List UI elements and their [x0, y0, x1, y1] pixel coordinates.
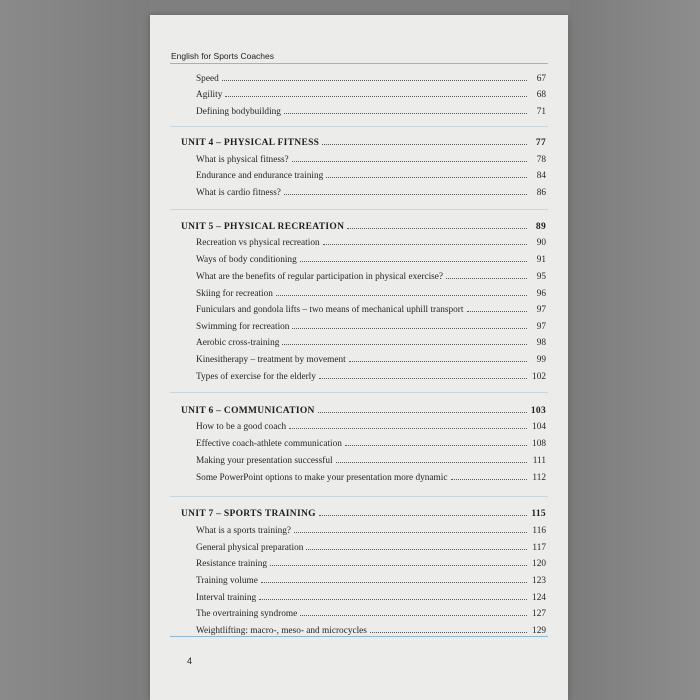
entry-title: Defining bodybuilding — [196, 107, 281, 117]
toc-entry — [196, 149, 546, 165]
leader-dots — [282, 343, 527, 345]
toc-entry — [196, 283, 546, 299]
entry-title: Aerobic cross-training — [196, 338, 280, 348]
toc-entry — [196, 84, 546, 100]
entry-title: Training volume — [196, 576, 258, 586]
leader-dots — [276, 294, 527, 296]
unit-page: 89 — [535, 222, 546, 232]
book-page — [150, 15, 568, 700]
entry-title: Speed — [196, 74, 219, 84]
toc-entry — [196, 232, 546, 248]
entry-title: Ways of body conditioning — [196, 255, 297, 265]
leader-dots — [349, 360, 527, 362]
entry-page: 111 — [532, 456, 546, 466]
leader-dots — [292, 327, 527, 329]
toc-entry — [196, 332, 546, 348]
toc-entry — [196, 620, 546, 636]
background-right — [570, 0, 700, 700]
entry-page: 97 — [536, 322, 546, 332]
entry-page: 86 — [536, 188, 546, 198]
leader-dots — [259, 598, 527, 600]
entry-title: Endurance and endurance training — [196, 171, 324, 181]
entry-title: How to be a good coach — [196, 422, 287, 432]
entry-title: What is a sports training? — [196, 526, 292, 536]
leader-dots — [323, 243, 527, 245]
toc-entry — [196, 366, 546, 382]
entry-page: 84 — [536, 171, 546, 181]
toc-entry — [196, 520, 546, 536]
entry-page: 129 — [532, 626, 546, 636]
leader-dots — [300, 260, 527, 262]
leader-dots — [225, 95, 527, 97]
leader-dots — [261, 581, 527, 583]
toc-entry — [196, 467, 546, 483]
entry-page: 91 — [536, 255, 546, 265]
toc-entry — [196, 68, 546, 84]
toc-entry — [196, 433, 546, 449]
entry-title: Weightlifting: macro-, meso- and microcycles — [196, 626, 367, 636]
entry-page: 124 — [532, 593, 546, 603]
toc-entry — [196, 416, 546, 432]
toc-entry — [196, 182, 546, 198]
entry-page: 90 — [536, 238, 546, 248]
entry-title: Interval training — [196, 593, 257, 603]
entry-title: What are the benefits of regular participation in physical exercise? — [196, 272, 444, 282]
leader-dots — [319, 514, 527, 516]
toc-entry — [196, 570, 546, 586]
unit-title: UNIT 5 – PHYSICAL RECREATION — [181, 222, 345, 232]
entry-page: 108 — [532, 439, 546, 449]
toc-entry — [196, 603, 546, 619]
table-of-contents — [150, 15, 568, 645]
entry-title: The overtraining syndrome — [196, 609, 298, 619]
toc-entry — [196, 299, 546, 315]
toc-entry — [196, 553, 546, 569]
leader-dots — [222, 79, 527, 81]
entry-title: Recreation vs physical recreation — [196, 238, 320, 248]
toc-entry — [196, 316, 546, 332]
entry-page: 112 — [532, 473, 546, 483]
entry-title: Swimming for recreation — [196, 322, 290, 332]
entry-title: General physical preparation — [196, 543, 304, 553]
leader-dots — [451, 478, 528, 480]
unit-heading — [181, 216, 546, 232]
section-separator — [170, 209, 548, 210]
entry-title: Types of exercise for the elderly — [196, 372, 316, 382]
entry-title: What is cardio fitness? — [196, 188, 281, 198]
entry-title: Resistance training — [196, 559, 267, 569]
entry-page: 104 — [532, 422, 546, 432]
toc-entry — [196, 537, 546, 553]
leader-dots — [289, 427, 527, 429]
toc-entry — [196, 101, 546, 117]
entry-page: 67 — [536, 74, 546, 84]
entry-page: 102 — [532, 372, 546, 382]
unit-heading — [181, 400, 546, 416]
leader-dots — [319, 377, 527, 379]
leader-dots — [467, 310, 528, 312]
leader-dots — [322, 143, 527, 145]
entry-page: 95 — [536, 272, 546, 282]
entry-page: 96 — [536, 289, 546, 299]
unit-page: 115 — [531, 509, 546, 519]
leader-dots — [300, 614, 527, 616]
toc-entry — [196, 249, 546, 265]
entry-title: Funiculars and gondola lifts – two means of mechanical uphill transport — [196, 305, 464, 315]
leader-dots — [294, 531, 527, 533]
entry-title: Skiing for recreation — [196, 289, 273, 299]
entry-title: Some PowerPoint options to make your presentation more dynamic — [196, 473, 448, 483]
entry-page: 78 — [536, 155, 546, 165]
unit-title: UNIT 7 – SPORTS TRAINING — [181, 509, 316, 519]
toc-entry — [196, 587, 546, 603]
entry-title: Making your presentation successful — [196, 456, 333, 466]
unit-page: 103 — [530, 406, 546, 416]
unit-heading — [181, 132, 546, 148]
leader-dots — [326, 176, 527, 178]
leader-dots — [306, 548, 527, 550]
entry-title: Agility — [196, 90, 223, 100]
toc-entry — [196, 349, 546, 365]
entry-page: 120 — [532, 559, 546, 569]
leader-dots — [336, 461, 527, 463]
entry-title: What is physical fitness? — [196, 155, 289, 165]
entry-page: 71 — [536, 107, 546, 117]
toc-entry — [196, 266, 546, 282]
toc-entry — [196, 165, 546, 181]
leader-dots — [284, 112, 527, 114]
section-separator — [170, 496, 548, 497]
entry-page: 116 — [532, 526, 546, 536]
leader-dots — [270, 564, 527, 566]
unit-title: UNIT 6 – COMMUNICATION — [181, 406, 315, 416]
unit-heading — [181, 503, 546, 519]
entry-page: 123 — [532, 576, 546, 586]
entry-page: 68 — [536, 90, 546, 100]
entry-page: 98 — [536, 338, 546, 348]
leader-dots — [345, 444, 527, 446]
section-separator — [170, 126, 548, 127]
page-number: 4 — [187, 656, 193, 666]
entry-page: 99 — [536, 355, 546, 365]
unit-title: UNIT 4 – PHYSICAL FITNESS — [181, 138, 320, 148]
entry-page: 97 — [536, 305, 546, 315]
unit-page: 77 — [535, 138, 546, 148]
leader-dots — [292, 160, 527, 162]
entry-title: Effective coach-athlete communication — [196, 439, 342, 449]
entry-page: 117 — [532, 543, 546, 553]
footer-rule — [170, 636, 548, 637]
running-head: English for Sports Coaches — [171, 51, 274, 61]
leader-dots — [284, 193, 527, 195]
leader-dots — [370, 631, 527, 633]
background-left — [0, 0, 150, 700]
entry-title: Kinesitherapy – treatment by movement — [196, 355, 346, 365]
leader-dots — [318, 411, 527, 413]
leader-dots — [446, 277, 527, 279]
toc-entry — [196, 450, 546, 466]
leader-dots — [347, 227, 527, 229]
entry-page: 127 — [532, 609, 546, 619]
section-separator — [170, 392, 548, 393]
